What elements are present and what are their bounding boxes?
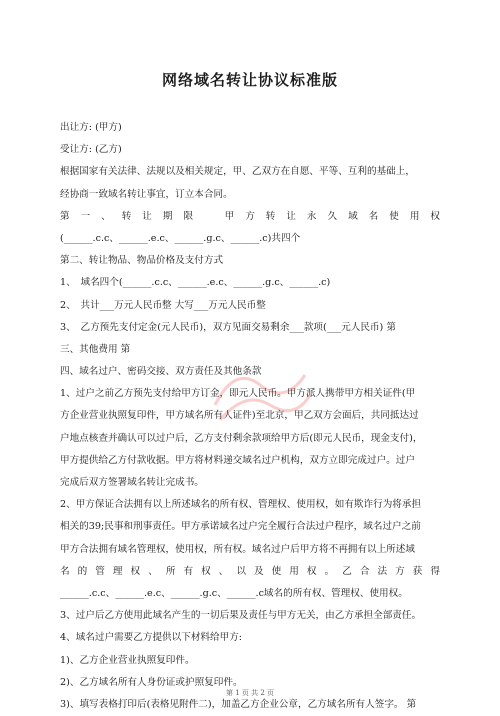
paragraph-line: 相关的39;民事和刑事责任。甲方承诺域名过户完全履行合法过户程序，域名过户之前 (60, 521, 421, 533)
paragraph-line: 1、过户之前乙方预先支付给甲方订金，即元人民币。甲方派人携带甲方相关证件(甲 (60, 388, 416, 400)
paragraph-line: 根据国家有关法律、法规以及相关规定，甲、乙双方在自愿、平等、互利的基础上， (60, 166, 415, 178)
paragraph-line: 出让方: (甲方) (60, 122, 122, 133)
document-body (60, 117, 442, 716)
paragraph-line: 经协商一致域名转让事宜，订立本合同。 (60, 188, 233, 200)
paragraph-line: 1)、乙方企业营业执照复印件。 (60, 654, 195, 666)
paragraph-line: 名的管理权、所有权、以及使用权。乙合法方获得 (60, 565, 442, 577)
paragraph-line: 第二、转让物品、物品价格及支付方式 (60, 255, 224, 267)
paragraph-line: 3)、填写表格打印后(表格见附件二)，加盖乙方企业公章，乙方域名所有人签字。 第 (60, 698, 417, 710)
paragraph-line: 方企业营业执照复印件，甲方域名所有人证件)至北京，甲乙双方会面后，共同抵达过 (60, 410, 419, 422)
paragraph-line: 第一、转让期限 甲方转让永久域名使用权 (60, 210, 442, 222)
page-footer: 第 1 页 共 2 页 (225, 689, 275, 697)
paragraph-line: ______.c.c、______.e.c、______.g.c、______.c域名的所有权、管理权、使用权。 (60, 587, 408, 599)
paragraph-line: 4、域名过户需要乙方提供以下材料给甲方: (60, 632, 243, 644)
paragraph-line: 3、过户后乙方使用此域名产生的一切后果及责任与甲方无关，由乙方承担全部责任。 (60, 610, 422, 622)
paragraph-line: 三、其他费用 第 (60, 343, 131, 355)
paragraph-line: 1、 域名四个(______.c.c、______.e.c、______.g.c、______.c) (60, 277, 331, 289)
paragraph-line: 2、 共计___万元人民币整 大写___万元人民币整 (60, 299, 266, 311)
paragraph-line: (______.c.c、______.e.c、______.g.c、______.c)共四个 (60, 232, 301, 244)
paragraph-line: 2)、乙方域名所有人身份证或护照复印件。 (60, 676, 243, 688)
paragraph-line: 甲方合法拥有域名管理权，使用权，所有权。域名过户后甲方将不再拥有以上所述域 (60, 543, 415, 555)
paragraph-line: 2、甲方保证合法拥有以上所述域名的所有权、管理权、使用权，如有欺诈行为将承担 (60, 499, 422, 511)
paragraph-line: 四、域名过户、密码交接、双方责任及其他条款 (60, 366, 262, 378)
paragraph-line: 受让方: (乙方) (60, 144, 122, 156)
paragraph-line: 3、 乙方预先支付定金(元人民币)，双方见面交易剩余___款项(___元人民币) 第 (60, 321, 396, 333)
paragraph-line: 甲方提供给乙方付款收据。甲方将材料递交域名过户机构，双方立即完成过户。过户 (60, 454, 415, 466)
paragraph-line: 户地点核查并确认可以过户后，乙方支付剩余款项给甲方后(即元人民币，现金支付)， (60, 432, 423, 444)
paragraph-line: 完成后双方签署域名转让完成书。 (60, 477, 204, 488)
document-title: 网络域名转让协议标准版 (161, 71, 338, 89)
